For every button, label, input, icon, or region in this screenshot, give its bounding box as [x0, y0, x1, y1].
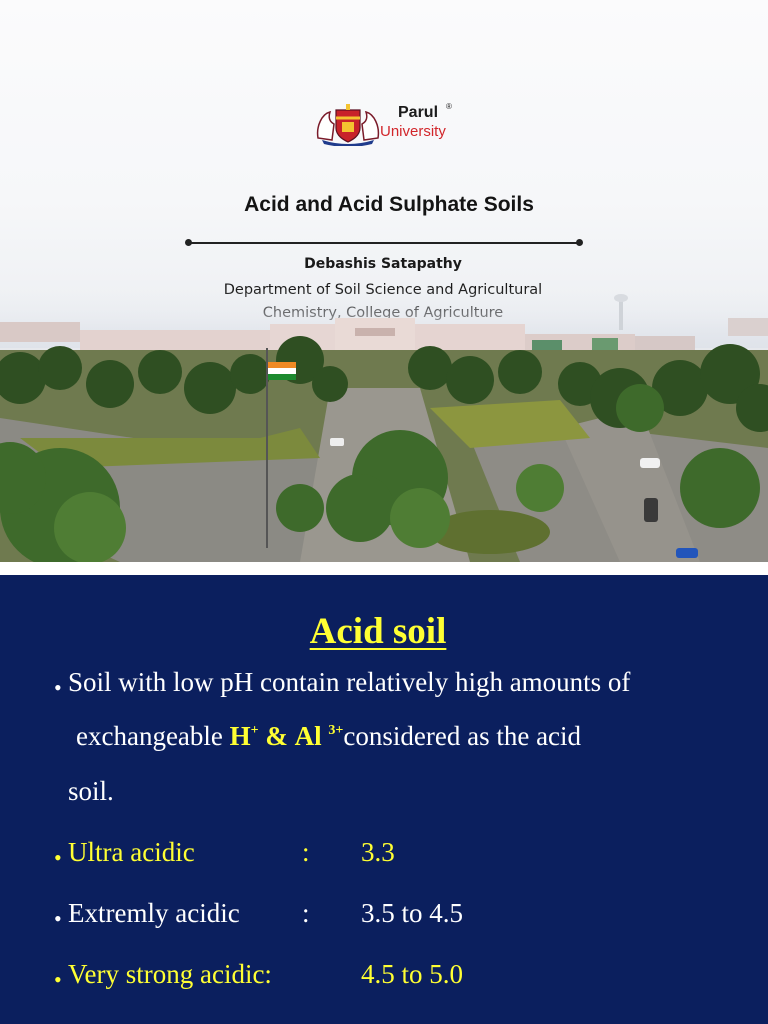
- aluminium-ion: [295, 721, 344, 751]
- class-name-ultra-acidic: Ultra acidic: [68, 837, 195, 867]
- definition-line-3: soil.: [68, 776, 114, 806]
- hydrogen-symbol: H: [229, 721, 251, 751]
- class-value-very-strong-acidic: 4.5 to 5.0: [361, 959, 464, 989]
- author-name: Debashis Satapathy: [304, 256, 462, 272]
- aluminium-symbol: Al: [294, 721, 322, 751]
- bullet-icon: •: [54, 675, 62, 700]
- divider-right-dot: [576, 239, 583, 246]
- acid-soil-slide: [0, 575, 768, 1024]
- hydrogen-charge: +: [250, 723, 259, 738]
- aluminium-charge: 3+: [328, 723, 344, 738]
- bullet-icon: •: [54, 906, 62, 931]
- definition-prefix: exchangeable: [76, 721, 223, 751]
- university-logo: [312, 100, 472, 146]
- ampersand: &: [265, 721, 288, 751]
- class-separator: :: [302, 837, 310, 867]
- class-value-ultra-acidic: 3.3: [361, 837, 395, 867]
- bullet-icon: •: [54, 845, 62, 870]
- class-name-extremly-acidic: Extremly acidic: [68, 898, 240, 928]
- class-separator: :: [302, 898, 310, 928]
- title-divider: [188, 242, 580, 244]
- bullet-icon: •: [54, 967, 62, 992]
- university-crest-icon: [312, 100, 384, 146]
- logo-registered-mark: ®: [446, 102, 452, 111]
- definition-line-2: [76, 721, 581, 752]
- logo-brand-text: Parul: [398, 104, 439, 121]
- logo-university-text: University: [380, 123, 446, 140]
- slide-heading: Acid soil: [309, 611, 447, 652]
- definition-suffix: considered as the acid: [343, 721, 582, 751]
- class-value-extremly-acidic: 3.5 to 4.5: [361, 898, 464, 928]
- hydrogen-ion: [230, 721, 259, 751]
- class-name-very-strong-acidic: Very strong acidic:: [68, 959, 272, 989]
- presentation-title: Acid and Acid Sulphate Soils: [244, 193, 534, 216]
- definition-line-1: Soil with low pH contain relatively high amounts of: [68, 667, 631, 697]
- campus-aerial-photo: [0, 288, 768, 562]
